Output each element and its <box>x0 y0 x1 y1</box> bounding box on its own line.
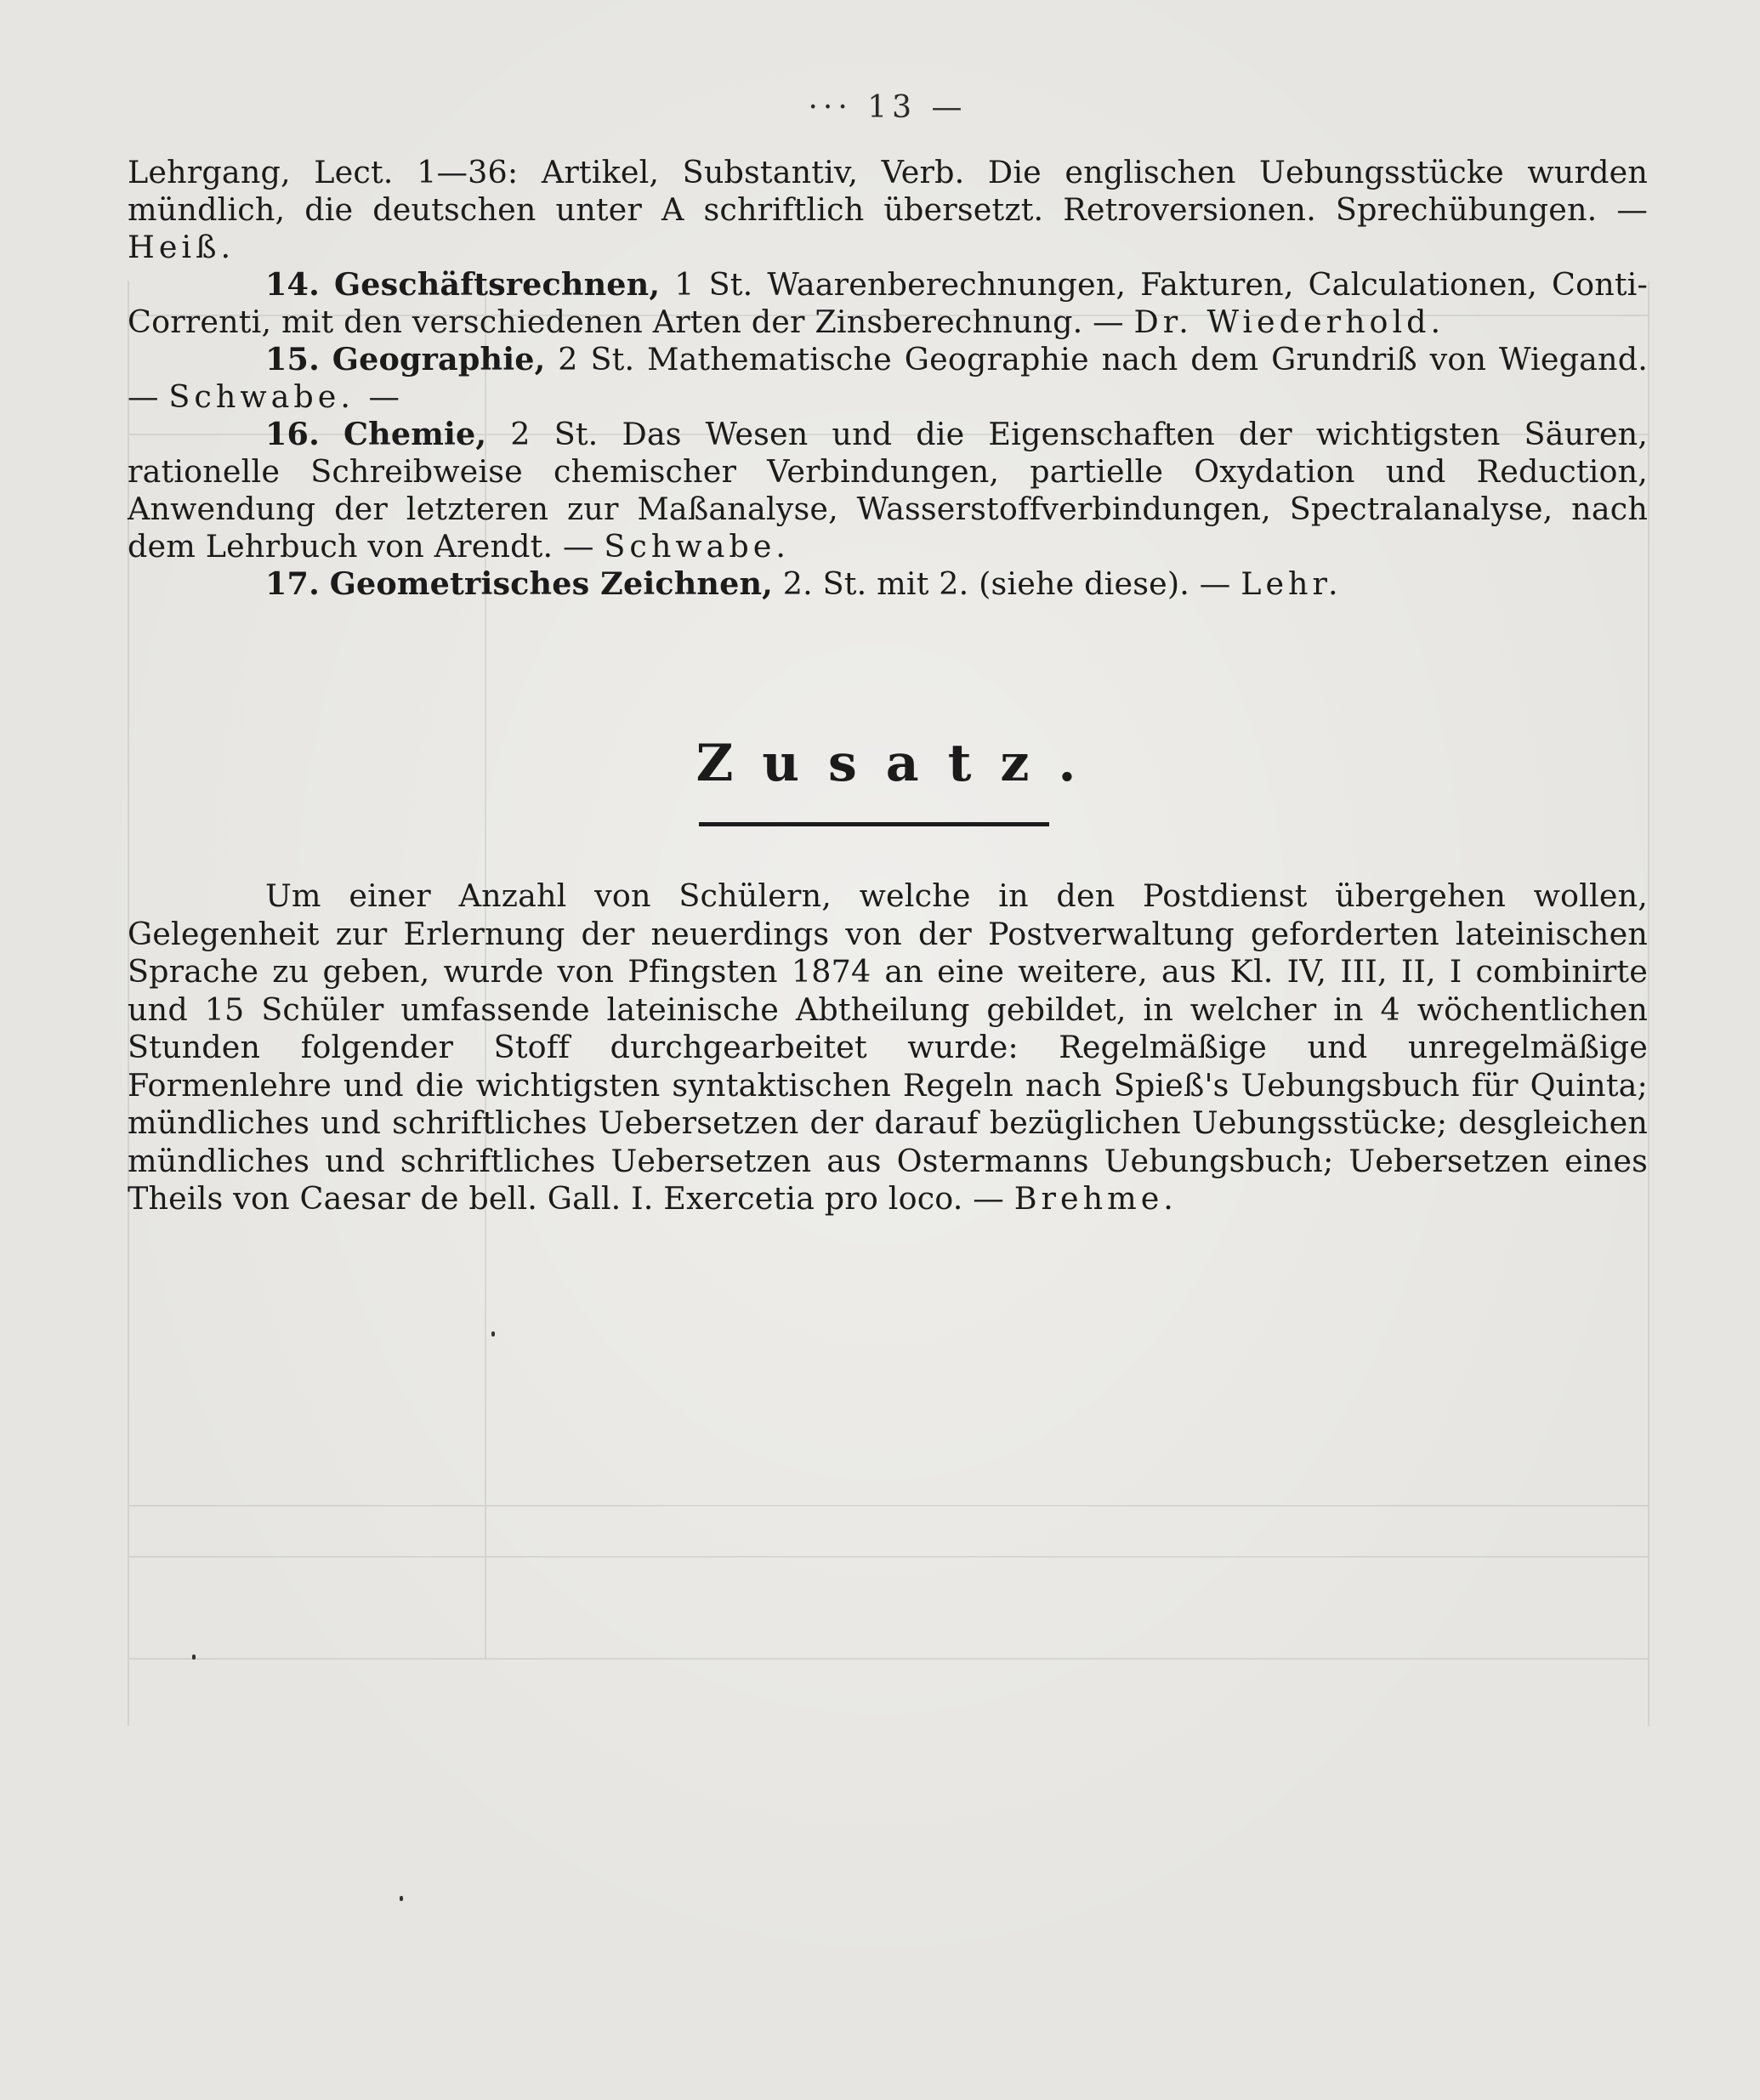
section-number: 17. <box>265 565 320 602</box>
section-subject: Chemie, <box>343 416 487 452</box>
continuation-paragraph <box>128 154 1648 266</box>
continuation-text: Lehrgang, Lect. 1—36: Artikel, Substantiv, Verb. Die englischen Uebungsstücke wurden mündlich, die deutschen unter A schriftlich übersetzt. Retroversionen. Sprechübungen. — <box>128 154 1648 228</box>
section-text: 2 St. Das Wesen und die Eigenschaften der wichtigsten Säuren, rationelle Schreibweise chemischer Verbindungen, partielle Oxydation und Reduction, Anwendung der letzteren zur Maßanalyse, Wasserstoffverbindungen, Spectralanalyse, nach dem Lehrbuch von Arendt. — <box>128 416 1648 565</box>
ink-speck <box>192 1654 196 1660</box>
section-teacher: Lehr. <box>1241 565 1343 602</box>
page-content <box>128 89 1648 1218</box>
section-teacher: Schwabe. — <box>168 378 405 415</box>
section-text: 2. St. mit 2. (siehe diese). — <box>782 565 1231 602</box>
section-number: 14. <box>265 266 320 303</box>
continuation-teacher: Heiß. <box>128 229 236 265</box>
page-number: ··· 13 — <box>808 90 968 125</box>
section-subject: Geschäftsrechnen, <box>333 266 661 303</box>
addendum-paragraph <box>128 877 1648 1218</box>
section-14 <box>128 266 1648 341</box>
section-subject: Geometrisches Zeichnen, <box>329 565 773 602</box>
section-15 <box>128 341 1648 416</box>
section-teacher: Dr. Wiederhold. <box>1133 304 1445 340</box>
ink-speck <box>400 1896 403 1901</box>
heading-rule <box>699 822 1049 826</box>
addendum-heading: Zusatz. <box>695 734 1105 793</box>
section-number: 16. <box>265 416 320 452</box>
addendum-teacher: Brehme. <box>1013 1180 1178 1217</box>
ink-speck <box>491 1331 495 1337</box>
section-subject: Geographie, <box>332 341 546 377</box>
section-17 <box>128 565 1648 603</box>
section-text: 2 St. Mathematische Geographie nach dem Grundriß von Wiegand. — <box>128 341 1648 415</box>
section-text: 1 St. Waarenberechnungen, Fakturen, Calculationen, Conti-Correnti, mit den verschiedenen Arten der Zinsberechnung. — <box>128 266 1648 340</box>
section-16 <box>128 416 1648 565</box>
section-teacher: Schwabe. <box>604 528 790 565</box>
addendum-text: Um einer Anzahl von Schülern, welche in den Postdienst übergehen wollen, Gelegenheit zur Erlernung der neuerdings von der Postverwaltung geforderten lateinischen Sprache zu geben, wurde von Pfingsten 1874 an eine weitere, aus Kl. IV, III, II, I combinirte und 15 Schüler umfassende lateinische Abtheilung gebildet, in welcher in 4 wöchentlichen Stunden folgender Stoff durchgearbeitet wurde: Regelmäßige und unregelmäßige Formenlehre und die wichtigsten syntaktischen Regeln nach Spieß's Uebungsbuch für Quinta; mündliches und schriftliches Uebersetzen der darauf bezüglichen Uebungsstücke; desgleichen mündliches und schriftliches Uebersetzen aus Ostermanns Uebungsbuch; Uebersetzen eines Theils von Caesar de bell. Gall. I. Exercetia pro loco. — <box>128 877 1648 1217</box>
addendum <box>128 877 1648 1218</box>
section-number: 15. <box>265 341 320 377</box>
